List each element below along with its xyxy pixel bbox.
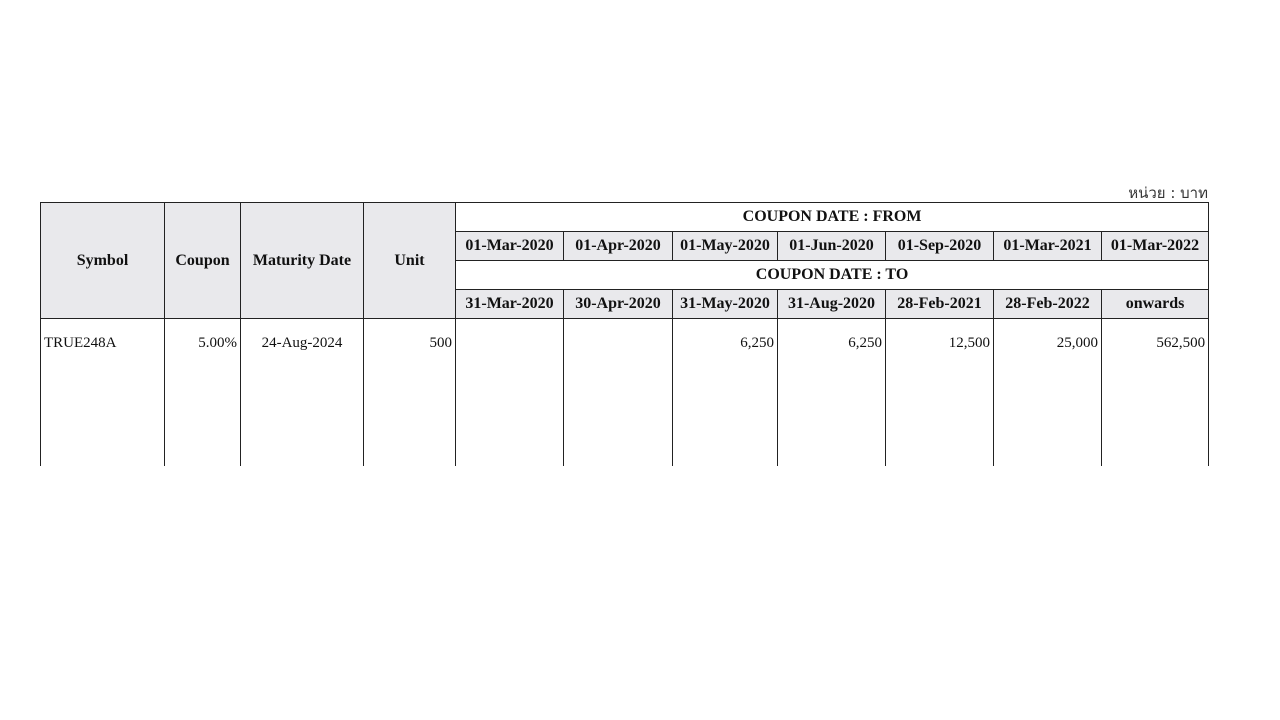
amount-cell: 562,500 (1102, 319, 1209, 467)
amount-cell (456, 319, 564, 467)
to-date-cell: 31-Aug-2020 (778, 290, 886, 319)
to-date-cell: 28-Feb-2021 (886, 290, 994, 319)
header-coupon: Coupon (165, 203, 241, 319)
header-maturity-date: Maturity Date (241, 203, 364, 319)
to-date-cell: 31-May-2020 (673, 290, 778, 319)
coupon-table (40, 202, 1209, 466)
from-date-cell: 01-Mar-2020 (456, 232, 564, 261)
symbol-cell: TRUE248A (41, 319, 165, 467)
header-unit: Unit (364, 203, 456, 319)
amount-cell: 6,250 (673, 319, 778, 467)
unit-note: หน่วย : บาท (1128, 184, 1208, 202)
from-date-cell: 01-Mar-2021 (994, 232, 1102, 261)
from-date-cell: 01-Mar-2022 (1102, 232, 1209, 261)
to-date-cell: 28-Feb-2022 (994, 290, 1102, 319)
from-date-cell: 01-Jun-2020 (778, 232, 886, 261)
amount-cell: 6,250 (778, 319, 886, 467)
from-date-cell: 01-Apr-2020 (564, 232, 673, 261)
maturity-date-cell: 24-Aug-2024 (241, 319, 364, 467)
header-row-from-title (41, 203, 1209, 232)
amount-cell: 12,500 (886, 319, 994, 467)
coupon-cell: 5.00% (165, 319, 241, 467)
header-symbol: Symbol (41, 203, 165, 319)
to-date-cell: onwards (1102, 290, 1209, 319)
header-coupon-date-to: COUPON DATE : TO (456, 261, 1209, 290)
header-coupon-date-from: COUPON DATE : FROM (456, 203, 1209, 232)
from-date-cell: 01-May-2020 (673, 232, 778, 261)
to-date-cell: 30-Apr-2020 (564, 290, 673, 319)
from-date-cell: 01-Sep-2020 (886, 232, 994, 261)
amount-cell: 25,000 (994, 319, 1102, 467)
to-date-cell: 31-Mar-2020 (456, 290, 564, 319)
table-row (41, 319, 1209, 467)
amount-cell (564, 319, 673, 467)
unit-cell: 500 (364, 319, 456, 467)
